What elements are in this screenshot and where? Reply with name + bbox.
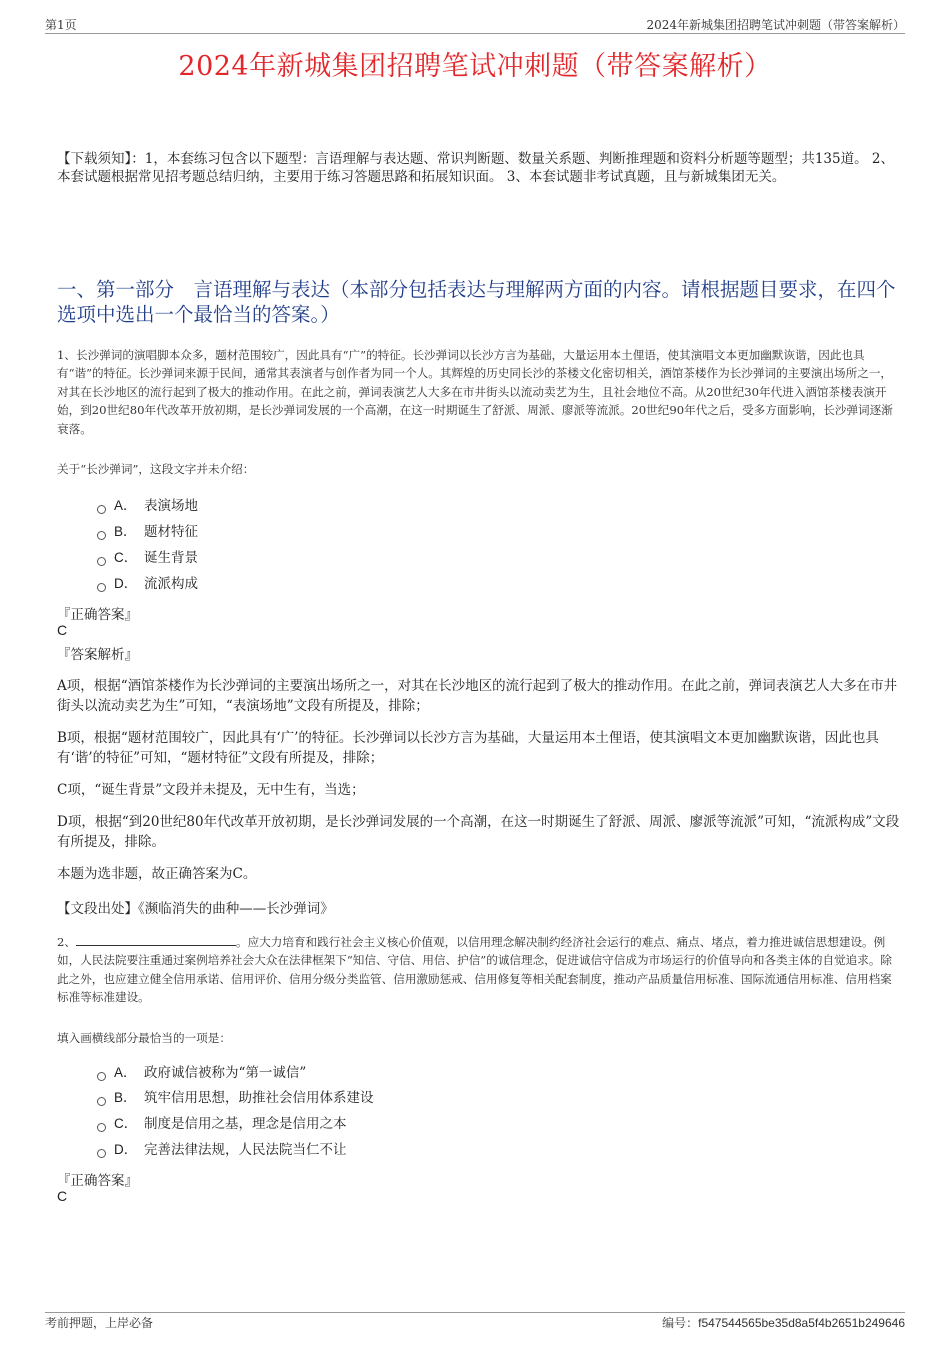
radio-icon[interactable] [97,583,106,592]
q1-option-a[interactable] [97,496,198,516]
download-notice: 【下载须知】：1，本套练习包含以下题型：言语理解与表达题、常识判断题、数量关系题、判断推理题和资料分析题等题型；共135道。 2、本套试题根据常见招考题总结归纳，主要用于练习答题思路和拓展知识面。 3、本套试题非考试真题，且与新城集团无关。 [57,151,894,185]
option-text: 筑牢信用思想，助推社会信用体系建设 [144,1090,374,1106]
doc-id-label: 编号： [662,1316,699,1330]
option-letter: A． [114,1065,137,1080]
radio-icon[interactable] [97,505,106,514]
q1-option-b[interactable] [97,522,198,542]
q1-analysis-heading: 『答案解析』 [57,647,138,663]
radio-icon[interactable] [97,1123,106,1132]
footer-doc-id [662,1314,905,1331]
q1-analysis-conclusion: 本题为选非题，故正确答案为C。 [57,866,257,882]
q1-analysis-d: D项，根据“到20世纪80年代改革开放初期，是长沙弹词发展的一个高潮，在这一时期诞生了舒派、周派、廖派等流派”可知，“流派构成”文段有所提及，排除。 [57,814,900,850]
option-letter: B． [114,1090,137,1105]
option-letter: A． [114,498,137,513]
q1-option-d[interactable] [97,574,198,594]
option-text: 政府诚信被称为“第一诚信” [144,1065,307,1081]
option-text: 完善法律法规，人民法院当仁不让 [144,1142,347,1158]
option-text: 题材特征 [144,524,198,540]
footer-slogan: 考前押题，上岸必备 [45,1316,154,1330]
footer-divider [45,1312,905,1313]
header-doc-title: 2024年新城集团招聘笔试冲刺题（带答案解析） [646,18,905,32]
q1-analysis-b: B项，根据“题材范围较广，因此具有‘广’的特征。长沙弹词以长沙方言为基础，大量运用本土俚语，使其演唱文本更加幽默诙谐，因此也具有‘谐’的特征”可知，“题材特征”文段有所提及，排除； [57,730,879,766]
option-text: 表演场地 [144,498,198,514]
fill-blank [76,933,236,946]
q2-stem: 填入画横线部分最恰当的一项是： [57,1031,231,1045]
option-text: 流派构成 [144,576,198,592]
doc-id-value: f547544565be35d8a5f4b2651b249646 [698,1316,905,1330]
option-letter: B． [114,524,137,539]
radio-icon[interactable] [97,1149,106,1158]
q1-analysis-c: C项，“诞生背景”文段并未提及，无中生有，当选； [57,782,365,798]
page-number: 第1页 [45,18,77,32]
option-letter: C． [114,1116,138,1131]
q1-option-c[interactable] [97,548,198,568]
q1-answer-value: C [57,622,68,638]
radio-icon[interactable] [97,1072,106,1081]
radio-icon[interactable] [97,1097,106,1106]
q1-source: 【文段出处】《濒临消失的曲种——长沙弹词》 [57,901,334,917]
q2-option-a[interactable] [97,1063,306,1083]
q1-stem: 关于“长沙弹词”，这段文字并未介绍： [57,462,255,476]
header-divider [45,33,905,34]
option-letter: C． [114,550,138,565]
option-letter: D． [114,1142,138,1157]
q2-option-c[interactable] [97,1114,347,1134]
radio-icon[interactable] [97,531,106,540]
q2-passage-text: 。应大力培育和践行社会主义核心价值观，以信用理念解决制约经济社会运行的难点、痛点、堵点，着力推进诚信思想建设。例如，人民法院要注重通过案例培养社会大众在法律框架下“知信、守信、用信、护信”的诚信理念，促进诚信守信成为市场运行的价值导向和各类主体的自觉追求。除此之外，也应建立健全信用承诺、信用评价、信用分级分类监管、信用激励惩戒、信用修复等相关配套制度，推动产品质量信用标准、国际流通信用标准、信用档案标准等标准建设。 [57,935,893,1005]
q2-answer-value: C [57,1188,68,1204]
option-text: 诞生背景 [144,550,198,566]
radio-icon[interactable] [97,557,106,566]
q1-analysis-a: A项，根据“酒馆茶楼作为长沙弹词的主要演出场所之一，对其在长沙地区的流行起到了极大的推动作用。在此之前，弹词表演艺人大多在市井街头以流动卖艺为生”可知，“表演场地”文段有所提及，排除； [57,678,898,714]
q2-number: 2、 [57,935,76,949]
option-text: 制度是信用之基，理念是信用之本 [144,1116,347,1132]
q2-answer-heading: 『正确答案』 [57,1173,138,1189]
q1-passage: 1、长沙弹词的演唱脚本众多，题材范围较广，因此具有“广”的特征。长沙弹词以长沙方言为基础，大量运用本土俚语，使其演唱文本更加幽默诙谐，因此也具有“谐”的特征。长沙弹词来源于民间，通常其表演者与创作者为同一个人。其辉煌的历史同长沙的茶楼文化密切相关，酒馆茶楼作为长沙弹词的主要演出场所之一，对其在长沙地区的流行起到了极大的推动作用。在此之前，弹词表演艺人大多在市井街头以流动卖艺为生，且社会地位不高。从20世纪30年代进入酒馆茶楼表演开始，到20世纪80年代改革开放初期，是长沙弹词发展的一个高潮，在这一时期诞生了舒派、周派、廖派等流派。20世纪90年代之后，受多方面影响，长沙弹词逐渐衰落。 [57,348,893,436]
q2-passage [57,933,902,1007]
q2-option-d[interactable] [97,1140,347,1160]
option-letter: D． [114,576,138,591]
page-title: 2024年新城集团招聘笔试冲刺题（带答案解析） [178,51,772,82]
section-heading: 一、第一部分 言语理解与表达（本部分包括表达与理解两方面的内容。请根据题目要求，在四个选项中选出一个最恰当的答案。） [57,278,896,326]
q1-answer-heading: 『正确答案』 [57,607,138,623]
q2-option-b[interactable] [97,1088,374,1108]
